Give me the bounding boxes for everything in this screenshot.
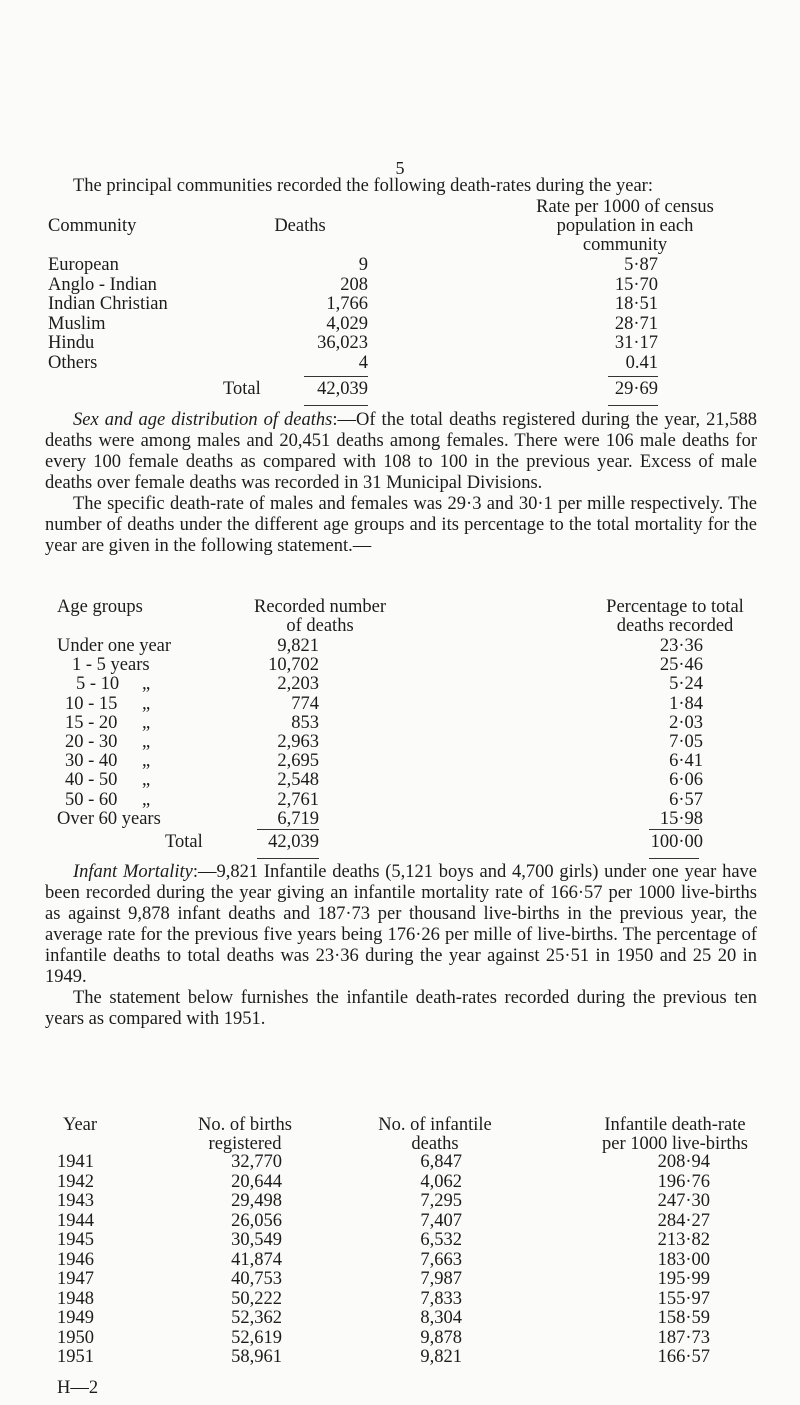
infant-year: 1944 [57,1210,94,1231]
community-rate: 18·51 [614,294,658,314]
age-group-label: Over 60 years [57,808,161,829]
sex-age-text2: The specific death-rate of males and females was 29·3 and 30·1 per mille respectively. The number of deaths under the different age groups and its percentage to the total mortality for the year are given in the following statement.— [45,494,757,556]
age-percent: 23·36 [659,636,703,656]
infant-deaths: 4,062 [420,1171,462,1192]
infant-deaths: 6,532 [420,1230,462,1250]
table-row [0,1230,800,1251]
table-row [0,1152,800,1173]
ditto-mark: „ [142,732,151,752]
community-name: Anglo - Indian [48,274,157,295]
age-group-label: 10 - 15 [65,693,118,714]
age-group-label: 30 - 40 [65,751,118,772]
age-group-label: 40 - 50 [65,770,118,791]
infant-deaths: 7,987 [420,1269,462,1289]
deaths-header: Deaths [274,216,326,236]
infant-year: 1947 [57,1269,94,1289]
age-percent: 6·57 [669,789,703,810]
age-total-deaths: 42,039 [268,832,319,852]
infant-rate-header-line2: per 1000 live-births [602,1134,748,1154]
infant-births: 58,961 [231,1347,282,1367]
page-footer: H—2 [57,1378,99,1398]
community-rate: 0.41 [625,352,658,373]
community-total-rule-top-deaths [304,376,368,377]
age-deaths: 2,695 [277,751,319,772]
table-row [0,1250,800,1271]
community-name: Hindu [48,333,95,353]
infant-births: 40,753 [231,1269,282,1289]
infant-births: 32,770 [231,1152,282,1172]
age-percent: 5·24 [669,674,703,695]
community-name: Muslim [48,313,106,334]
infant-deaths-header-line2: deaths [411,1134,459,1154]
ditto-mark: „ [142,712,151,733]
community-rate: 28·71 [614,313,658,334]
table-row [0,1289,800,1310]
community-name: European [48,255,119,275]
infant-deaths-header-line1: No. of infantile [378,1115,492,1135]
table-row [0,333,800,354]
year-header: Year [62,1115,98,1135]
table-row [0,732,800,753]
intro-paragraph [45,176,757,197]
age-group-label: 15 - 20 [65,712,118,733]
community-deaths: 36,023 [317,333,368,353]
infant-deaths: 8,304 [420,1308,462,1328]
infant-births: 26,056 [231,1210,282,1231]
ditto-mark: „ [142,693,151,714]
infant-text1: :—9,821 Infantile deaths (5,121 boys and 4,700 girls) under one year have been recorded during the year giving an infantile mortality rate of 166·57 per 1000 live-births as against 9,878 infant deaths and 187·73 per thousand live-births in the previous year, the average rate for the previous five years being 176·26 per mille of live-births. The percentage of infantile deaths to total deaths was 23·36 during the year against 25·51 in 1950 and 25 20 in 1949. [45,862,757,987]
infant-deaths: 7,833 [420,1288,462,1309]
infant-year: 1948 [57,1288,94,1309]
community-total-rate: 29·69 [614,379,658,399]
table-row [0,294,800,315]
age-percent: 1·84 [669,693,703,714]
community-rate: 15·70 [614,274,658,295]
community-total-label: Total [223,379,261,399]
page-number: 5 [395,158,405,178]
infant-rate: 155·97 [657,1288,710,1309]
ditto-mark: „ [142,751,151,772]
infant-deaths: 7,663 [420,1249,462,1270]
sex-age-heading: Sex and age distribution of deaths [73,410,333,430]
community-deaths: 9 [358,255,368,275]
table-row [0,751,800,772]
age-total-row [0,832,800,853]
infant-births: 41,874 [231,1249,282,1270]
community-deaths: 208 [340,274,368,295]
community-rate: 5·87 [624,255,658,275]
age-deaths: 9,821 [277,636,319,656]
infant-deaths: 9,878 [420,1327,462,1348]
table-row [0,790,800,811]
infant-paragraph [45,862,757,1030]
age-total-rule-bottom-deaths [257,858,319,859]
infant-deaths: 6,847 [420,1152,462,1172]
community-rate: 31·17 [614,333,658,353]
community-deaths: 4 [358,352,368,373]
age-total-rule-top-deaths [257,829,319,830]
infant-births: 30,549 [231,1230,282,1250]
table-row [0,275,800,296]
community-deaths: 1,766 [326,294,368,314]
age-total-rule-top-percent [649,829,699,830]
age-deaths: 2,761 [277,789,319,810]
age-percent: 15·98 [659,808,703,829]
community-header: Community [48,216,137,236]
infant-deaths: 7,407 [420,1210,462,1231]
age-total-rule-bottom-percent [649,858,699,859]
age-percent: 6·41 [669,751,703,772]
infant-deaths: 7,295 [420,1191,462,1211]
infant-year: 1943 [57,1191,94,1211]
infant-rate: 208·94 [657,1152,710,1172]
table-row [0,1347,800,1368]
recorded-header-line1: Recorded number [253,597,387,617]
community-total-row [0,379,800,400]
community-total-rule-top-rate [608,376,658,377]
age-group-label: 1 - 5 years [72,655,150,676]
age-percent: 7·05 [669,732,703,752]
infant-rate: 183·00 [657,1249,710,1270]
births-header-line2: registered [208,1134,282,1154]
age-percent: 6·06 [669,770,703,791]
table-row [0,713,800,734]
infant-births: 52,362 [231,1308,282,1328]
age-deaths: 6,719 [277,808,319,829]
table-row [0,1211,800,1232]
rate-header-line2: population in each [556,216,694,236]
sex-age-text1: :—Of the total deaths registered during the year, 21,588 deaths were among males and 20,451 deaths among females. There were 106 male deaths for every 100 female deaths as compared with 108 to 100 in the previous year. Excess of male deaths over female deaths was recorded in 31 Municipal Divisions. [45,410,757,493]
ditto-mark: „ [142,789,151,810]
community-deaths: 4,029 [326,313,368,334]
table-row [0,636,800,657]
community-total-rule-bottom-rate [608,405,658,406]
table-row [0,809,800,830]
age-percent: 25·46 [659,655,703,676]
births-header-line1: No. of births [197,1115,293,1135]
infant-rate: 247·30 [657,1191,710,1211]
table-row [0,1269,800,1290]
table-row [0,353,800,374]
percent-header-line1: Percentage to total [606,597,744,617]
percent-header-line2: deaths recorded [616,616,734,636]
infant-rate: 166·57 [657,1347,710,1367]
intro-text: The principal communities recorded the following death-rates during the year: [73,176,653,196]
table-row [0,1191,800,1212]
infant-rate-header-line1: Infantile death-rate [604,1115,746,1135]
table-row [0,770,800,791]
community-name: Others [48,352,98,373]
community-total-rule-bottom-deaths [304,405,368,406]
sex-age-paragraph [45,410,757,557]
ditto-mark: „ [142,674,151,695]
infant-births: 50,222 [231,1288,282,1309]
infant-text2: The statement below furnishes the infantile death-rates recorded during the previous ten years as compared with 1951. [45,988,757,1029]
infant-year: 1942 [57,1171,94,1192]
infant-heading: Infant Mortality [73,862,193,882]
community-name: Indian Christian [48,294,168,314]
infant-rate: 284·27 [657,1210,710,1231]
age-deaths: 774 [291,693,319,714]
rate-header-line1: Rate per 1000 of census [536,197,714,217]
recorded-header-line2: of deaths [286,616,354,636]
ditto-mark: „ [142,770,151,791]
infant-births: 52,619 [231,1327,282,1348]
table-row [0,1172,800,1193]
age-deaths: 2,548 [277,770,319,791]
age-percent: 2·03 [669,712,703,733]
age-group-label: Under one year [57,636,172,656]
infant-deaths: 9,821 [420,1347,462,1367]
age-deaths: 2,963 [277,732,319,752]
infant-year: 1941 [57,1152,94,1172]
age-deaths: 2,203 [277,674,319,695]
infant-year: 1945 [57,1230,94,1250]
table-row [0,314,800,335]
age-total-percent: 100·00 [650,832,703,852]
age-deaths: 853 [291,712,319,733]
age-group-label: 5 - 10 [76,674,120,695]
age-group-label: 50 - 60 [65,789,118,810]
infant-rate: 196·76 [657,1171,710,1192]
infant-rate: 195·99 [657,1269,710,1289]
community-total-deaths: 42,039 [317,379,368,399]
table-row [0,1308,800,1329]
table-row [0,255,800,276]
infant-year: 1951 [57,1347,94,1367]
table-row [0,1328,800,1349]
infant-births: 29,498 [231,1191,282,1211]
rate-header-line3: community [582,235,668,255]
infant-year: 1949 [57,1308,94,1328]
table-row [0,694,800,715]
table-row [0,674,800,695]
infant-rate: 187·73 [657,1327,710,1348]
table-row [0,655,800,676]
infant-year: 1946 [57,1249,94,1270]
infant-births: 20,644 [231,1171,282,1192]
age-group-label: 20 - 30 [65,732,118,752]
infant-year: 1950 [57,1327,94,1348]
age-groups-header: Age groups [57,597,143,617]
age-total-label: Total [165,832,203,852]
infant-rate: 158·59 [657,1308,710,1328]
infant-rate: 213·82 [657,1230,710,1250]
age-deaths: 10,702 [268,655,319,676]
